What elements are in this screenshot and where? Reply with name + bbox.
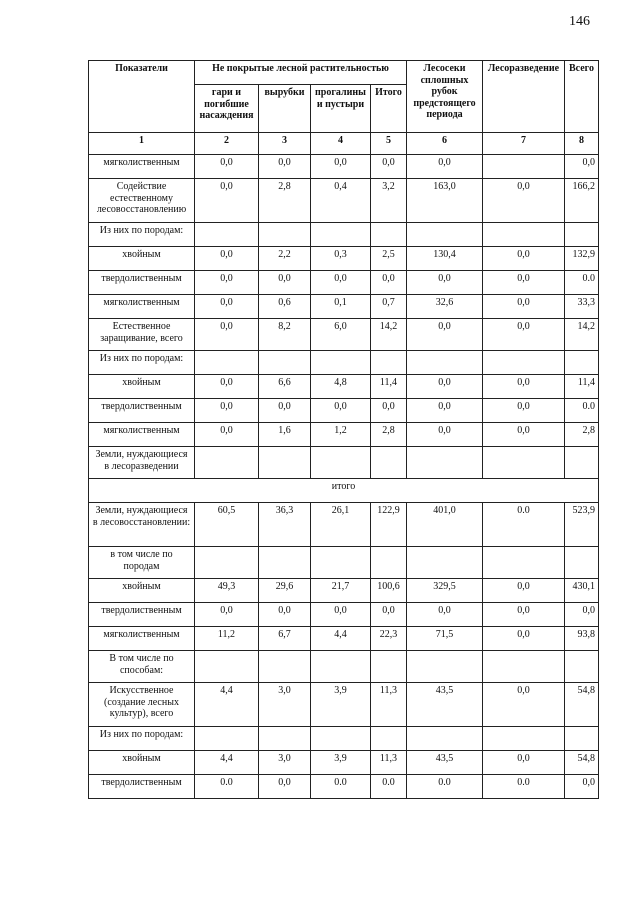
cell-value (371, 447, 407, 479)
cell-value: 11,4 (371, 375, 407, 399)
cell-value (371, 223, 407, 247)
cell-value: 130,4 (407, 247, 483, 271)
cell-value (259, 727, 311, 751)
table-row (89, 423, 599, 447)
cell-value: 2,8 (371, 423, 407, 447)
header-grand-total: Всего (565, 61, 599, 133)
cell-value (565, 651, 599, 683)
cell-value: 3,9 (311, 683, 371, 727)
cell-value: 6,7 (259, 627, 311, 651)
cell-value: 2,8 (259, 179, 311, 223)
cell-value (311, 447, 371, 479)
cell-value: 0,0 (195, 295, 259, 319)
cell-value: 49,3 (195, 579, 259, 603)
table-row (89, 503, 599, 547)
cell-value: 132,9 (565, 247, 599, 271)
table-row (89, 271, 599, 295)
cell-value (483, 651, 565, 683)
cell-value: 11,3 (371, 683, 407, 727)
cell-value: 1,2 (311, 423, 371, 447)
cell-value (259, 223, 311, 247)
cell-value: 11,2 (195, 627, 259, 651)
cell-value (311, 223, 371, 247)
table-row (89, 247, 599, 271)
column-number: 1 (89, 133, 195, 155)
cell-value: 26,1 (311, 503, 371, 547)
cell-value (371, 651, 407, 683)
header-total: Итого (371, 85, 407, 133)
cell-value (483, 155, 565, 179)
cell-value: 0,0 (483, 375, 565, 399)
row-label: хвойным (89, 579, 195, 603)
table-row (89, 683, 599, 727)
cell-value (311, 727, 371, 751)
row-label: Земли, нуждающиеся в лесоразведении (89, 447, 195, 479)
row-label: Содействие естественному лесовосстановлению (89, 179, 195, 223)
cell-value: 4,4 (195, 751, 259, 775)
cell-value (565, 223, 599, 247)
table-row (89, 603, 599, 627)
cell-value: 0.0 (565, 399, 599, 423)
cell-value: 122,9 (371, 503, 407, 547)
row-label: в том числе по породам (89, 547, 195, 579)
table-row (89, 727, 599, 751)
cell-value: 36,3 (259, 503, 311, 547)
cell-value: 0,0 (407, 271, 483, 295)
cell-value: 0,0 (483, 627, 565, 651)
row-label: хвойным (89, 751, 195, 775)
table-row (89, 627, 599, 651)
cell-value: 0,0 (483, 579, 565, 603)
cell-value: 0,0 (259, 399, 311, 423)
cell-value: 0,0 (371, 271, 407, 295)
cell-value (483, 447, 565, 479)
cell-value (311, 547, 371, 579)
cell-value: 0,0 (407, 399, 483, 423)
row-label: твердолиственным (89, 603, 195, 627)
cell-value: 0,0 (407, 319, 483, 351)
cell-value: 2,8 (565, 423, 599, 447)
cell-value: 0,0 (483, 603, 565, 627)
cell-value: 0,0 (371, 155, 407, 179)
cell-value: 32,6 (407, 295, 483, 319)
table-row (89, 223, 599, 247)
cell-value: 3,0 (259, 751, 311, 775)
section-total-label: итого (89, 479, 599, 503)
column-number: 6 (407, 133, 483, 155)
column-number: 4 (311, 133, 371, 155)
row-label: мягколиственным (89, 423, 195, 447)
cell-value: 0,0 (483, 399, 565, 423)
cell-value: 3,9 (311, 751, 371, 775)
cell-value: 71,5 (407, 627, 483, 651)
cell-value: 14,2 (371, 319, 407, 351)
cell-value (311, 651, 371, 683)
cell-value (483, 351, 565, 375)
cell-value (407, 447, 483, 479)
table-row (89, 319, 599, 351)
cell-value: 0,0 (407, 375, 483, 399)
cell-value: 14,2 (565, 319, 599, 351)
cell-value: 2,5 (371, 247, 407, 271)
cell-value (483, 547, 565, 579)
cell-value (259, 447, 311, 479)
cell-value: 0,1 (311, 295, 371, 319)
cell-value (195, 447, 259, 479)
cell-value (565, 727, 599, 751)
cell-value: 0,0 (483, 423, 565, 447)
cell-value (195, 547, 259, 579)
cell-value: 0.0 (483, 775, 565, 799)
cell-value: 430,1 (565, 579, 599, 603)
cell-value: 0,6 (259, 295, 311, 319)
row-label: твердолиственным (89, 775, 195, 799)
cell-value: 0,0 (195, 247, 259, 271)
cell-value: 0,0 (259, 775, 311, 799)
cell-value: 43,5 (407, 683, 483, 727)
cell-value: 0,0 (259, 603, 311, 627)
cell-value: 4,4 (311, 627, 371, 651)
row-label: мягколиственным (89, 627, 195, 651)
row-label: Искусственное (создание лесных культур), всего (89, 683, 195, 727)
cell-value: 0,0 (311, 271, 371, 295)
cell-value: 0,0 (483, 295, 565, 319)
cell-value: 0,4 (311, 179, 371, 223)
cell-value: 0,0 (407, 155, 483, 179)
row-label: твердолиственным (89, 271, 195, 295)
cell-value: 0,0 (565, 775, 599, 799)
table-row (89, 351, 599, 375)
cell-value: 0,3 (311, 247, 371, 271)
table-row (89, 775, 599, 799)
table-row (89, 399, 599, 423)
table-row (89, 579, 599, 603)
cell-value: 0.0 (565, 271, 599, 295)
header-afforestation: Лесоразведение (483, 61, 565, 133)
cell-value (483, 727, 565, 751)
cell-value: 0,0 (407, 423, 483, 447)
cell-value (259, 547, 311, 579)
row-label: твердолиственным (89, 399, 195, 423)
cell-value (407, 547, 483, 579)
row-label: хвойным (89, 247, 195, 271)
cell-value: 0,0 (195, 319, 259, 351)
cell-value (195, 351, 259, 375)
cell-value: 29,6 (259, 579, 311, 603)
row-label: мягколиственным (89, 295, 195, 319)
cell-value: 0,0 (311, 155, 371, 179)
cell-value: 0,0 (371, 603, 407, 627)
cell-value: 0.0 (407, 775, 483, 799)
header-not-covered: Не покрытые лесной растительностью (195, 61, 407, 85)
cell-value: 3,2 (371, 179, 407, 223)
cell-value: 54,8 (565, 751, 599, 775)
cell-value: 0,0 (407, 603, 483, 627)
column-number: 3 (259, 133, 311, 155)
cell-value: 0.0 (195, 775, 259, 799)
table-row (89, 179, 599, 223)
row-label: В том числе по способам: (89, 651, 195, 683)
cell-value: 4,4 (195, 683, 259, 727)
cell-value: 0,0 (259, 271, 311, 295)
header-fires: гари и погибшие насаждения (195, 85, 259, 133)
cell-value: 6,0 (311, 319, 371, 351)
cell-value (371, 727, 407, 751)
table-row (89, 751, 599, 775)
cell-value: 0,0 (483, 247, 565, 271)
cell-value: 0,7 (371, 295, 407, 319)
cell-value: 0,0 (195, 179, 259, 223)
cell-value (565, 447, 599, 479)
cell-value (407, 223, 483, 247)
cell-value: 43,5 (407, 751, 483, 775)
cell-value: 0.0 (371, 775, 407, 799)
table-row (89, 375, 599, 399)
header-cuttings: вырубки (259, 85, 311, 133)
column-number: 8 (565, 133, 599, 155)
cell-value: 0,0 (483, 179, 565, 223)
cell-value (195, 651, 259, 683)
table-row (89, 547, 599, 579)
cell-value: 6,6 (259, 375, 311, 399)
cell-value: 329,5 (407, 579, 483, 603)
cell-value: 93,8 (565, 627, 599, 651)
cell-value: 3,0 (259, 683, 311, 727)
cell-value: 0,0 (483, 271, 565, 295)
cell-value: 54,8 (565, 683, 599, 727)
cell-value: 166,2 (565, 179, 599, 223)
cell-value: 0,0 (311, 603, 371, 627)
cell-value: 21,7 (311, 579, 371, 603)
column-number: 2 (195, 133, 259, 155)
forest-regeneration-table (88, 60, 599, 799)
cell-value: 0,0 (195, 603, 259, 627)
header-indicators: Показатели (89, 61, 195, 133)
row-label: мягколиственным (89, 155, 195, 179)
cell-value: 11,3 (371, 751, 407, 775)
cell-value (407, 351, 483, 375)
cell-value: 100,6 (371, 579, 407, 603)
cell-value: 0,0 (483, 751, 565, 775)
cell-value: 0,0 (311, 399, 371, 423)
cell-value (195, 223, 259, 247)
cell-value (483, 223, 565, 247)
table-row (89, 155, 599, 179)
row-label: хвойным (89, 375, 195, 399)
cell-value (565, 547, 599, 579)
cell-value (195, 727, 259, 751)
cell-value: 22,3 (371, 627, 407, 651)
cell-value: 0,0 (195, 399, 259, 423)
header-glades: прогалины и пустыри (311, 85, 371, 133)
cell-value: 0,0 (483, 683, 565, 727)
cell-value: 0,0 (195, 375, 259, 399)
cell-value (259, 651, 311, 683)
cell-value: 4,8 (311, 375, 371, 399)
cell-value: 0,0 (195, 155, 259, 179)
column-numbers-row (89, 133, 599, 155)
row-label: Из них по породам: (89, 223, 195, 247)
table-row (89, 651, 599, 683)
cell-value: 2,2 (259, 247, 311, 271)
cell-value: 0,0 (371, 399, 407, 423)
cell-value (371, 351, 407, 375)
row-label: Естественное заращивание, всего (89, 319, 195, 351)
cell-value (565, 351, 599, 375)
cell-value: 33,3 (565, 295, 599, 319)
section-row (89, 479, 599, 503)
row-label: Из них по породам: (89, 727, 195, 751)
cell-value: 0,0 (483, 319, 565, 351)
cell-value (259, 351, 311, 375)
header-clearcuts: Лесосеки сплошных рубок предстоящего периода (407, 61, 483, 133)
cell-value: 11,4 (565, 375, 599, 399)
column-number: 5 (371, 133, 407, 155)
column-number: 7 (483, 133, 565, 155)
cell-value: 0,0 (565, 155, 599, 179)
cell-value (407, 727, 483, 751)
cell-value: 1,6 (259, 423, 311, 447)
row-label: Из них по породам: (89, 351, 195, 375)
page-number: 146 (569, 14, 590, 29)
cell-value: 0.0 (311, 775, 371, 799)
cell-value (311, 351, 371, 375)
cell-value: 0,0 (259, 155, 311, 179)
cell-value: 523,9 (565, 503, 599, 547)
cell-value: 0,0 (195, 271, 259, 295)
cell-value: 0,0 (565, 603, 599, 627)
cell-value (407, 651, 483, 683)
cell-value (371, 547, 407, 579)
row-label: Земли, нуждающиеся в лесовосстановлении: (89, 503, 195, 547)
cell-value: 8,2 (259, 319, 311, 351)
table-row (89, 295, 599, 319)
cell-value: 401,0 (407, 503, 483, 547)
cell-value: 0,0 (195, 423, 259, 447)
cell-value: 163,0 (407, 179, 483, 223)
table-row (89, 447, 599, 479)
cell-value: 60,5 (195, 503, 259, 547)
cell-value: 0.0 (483, 503, 565, 547)
